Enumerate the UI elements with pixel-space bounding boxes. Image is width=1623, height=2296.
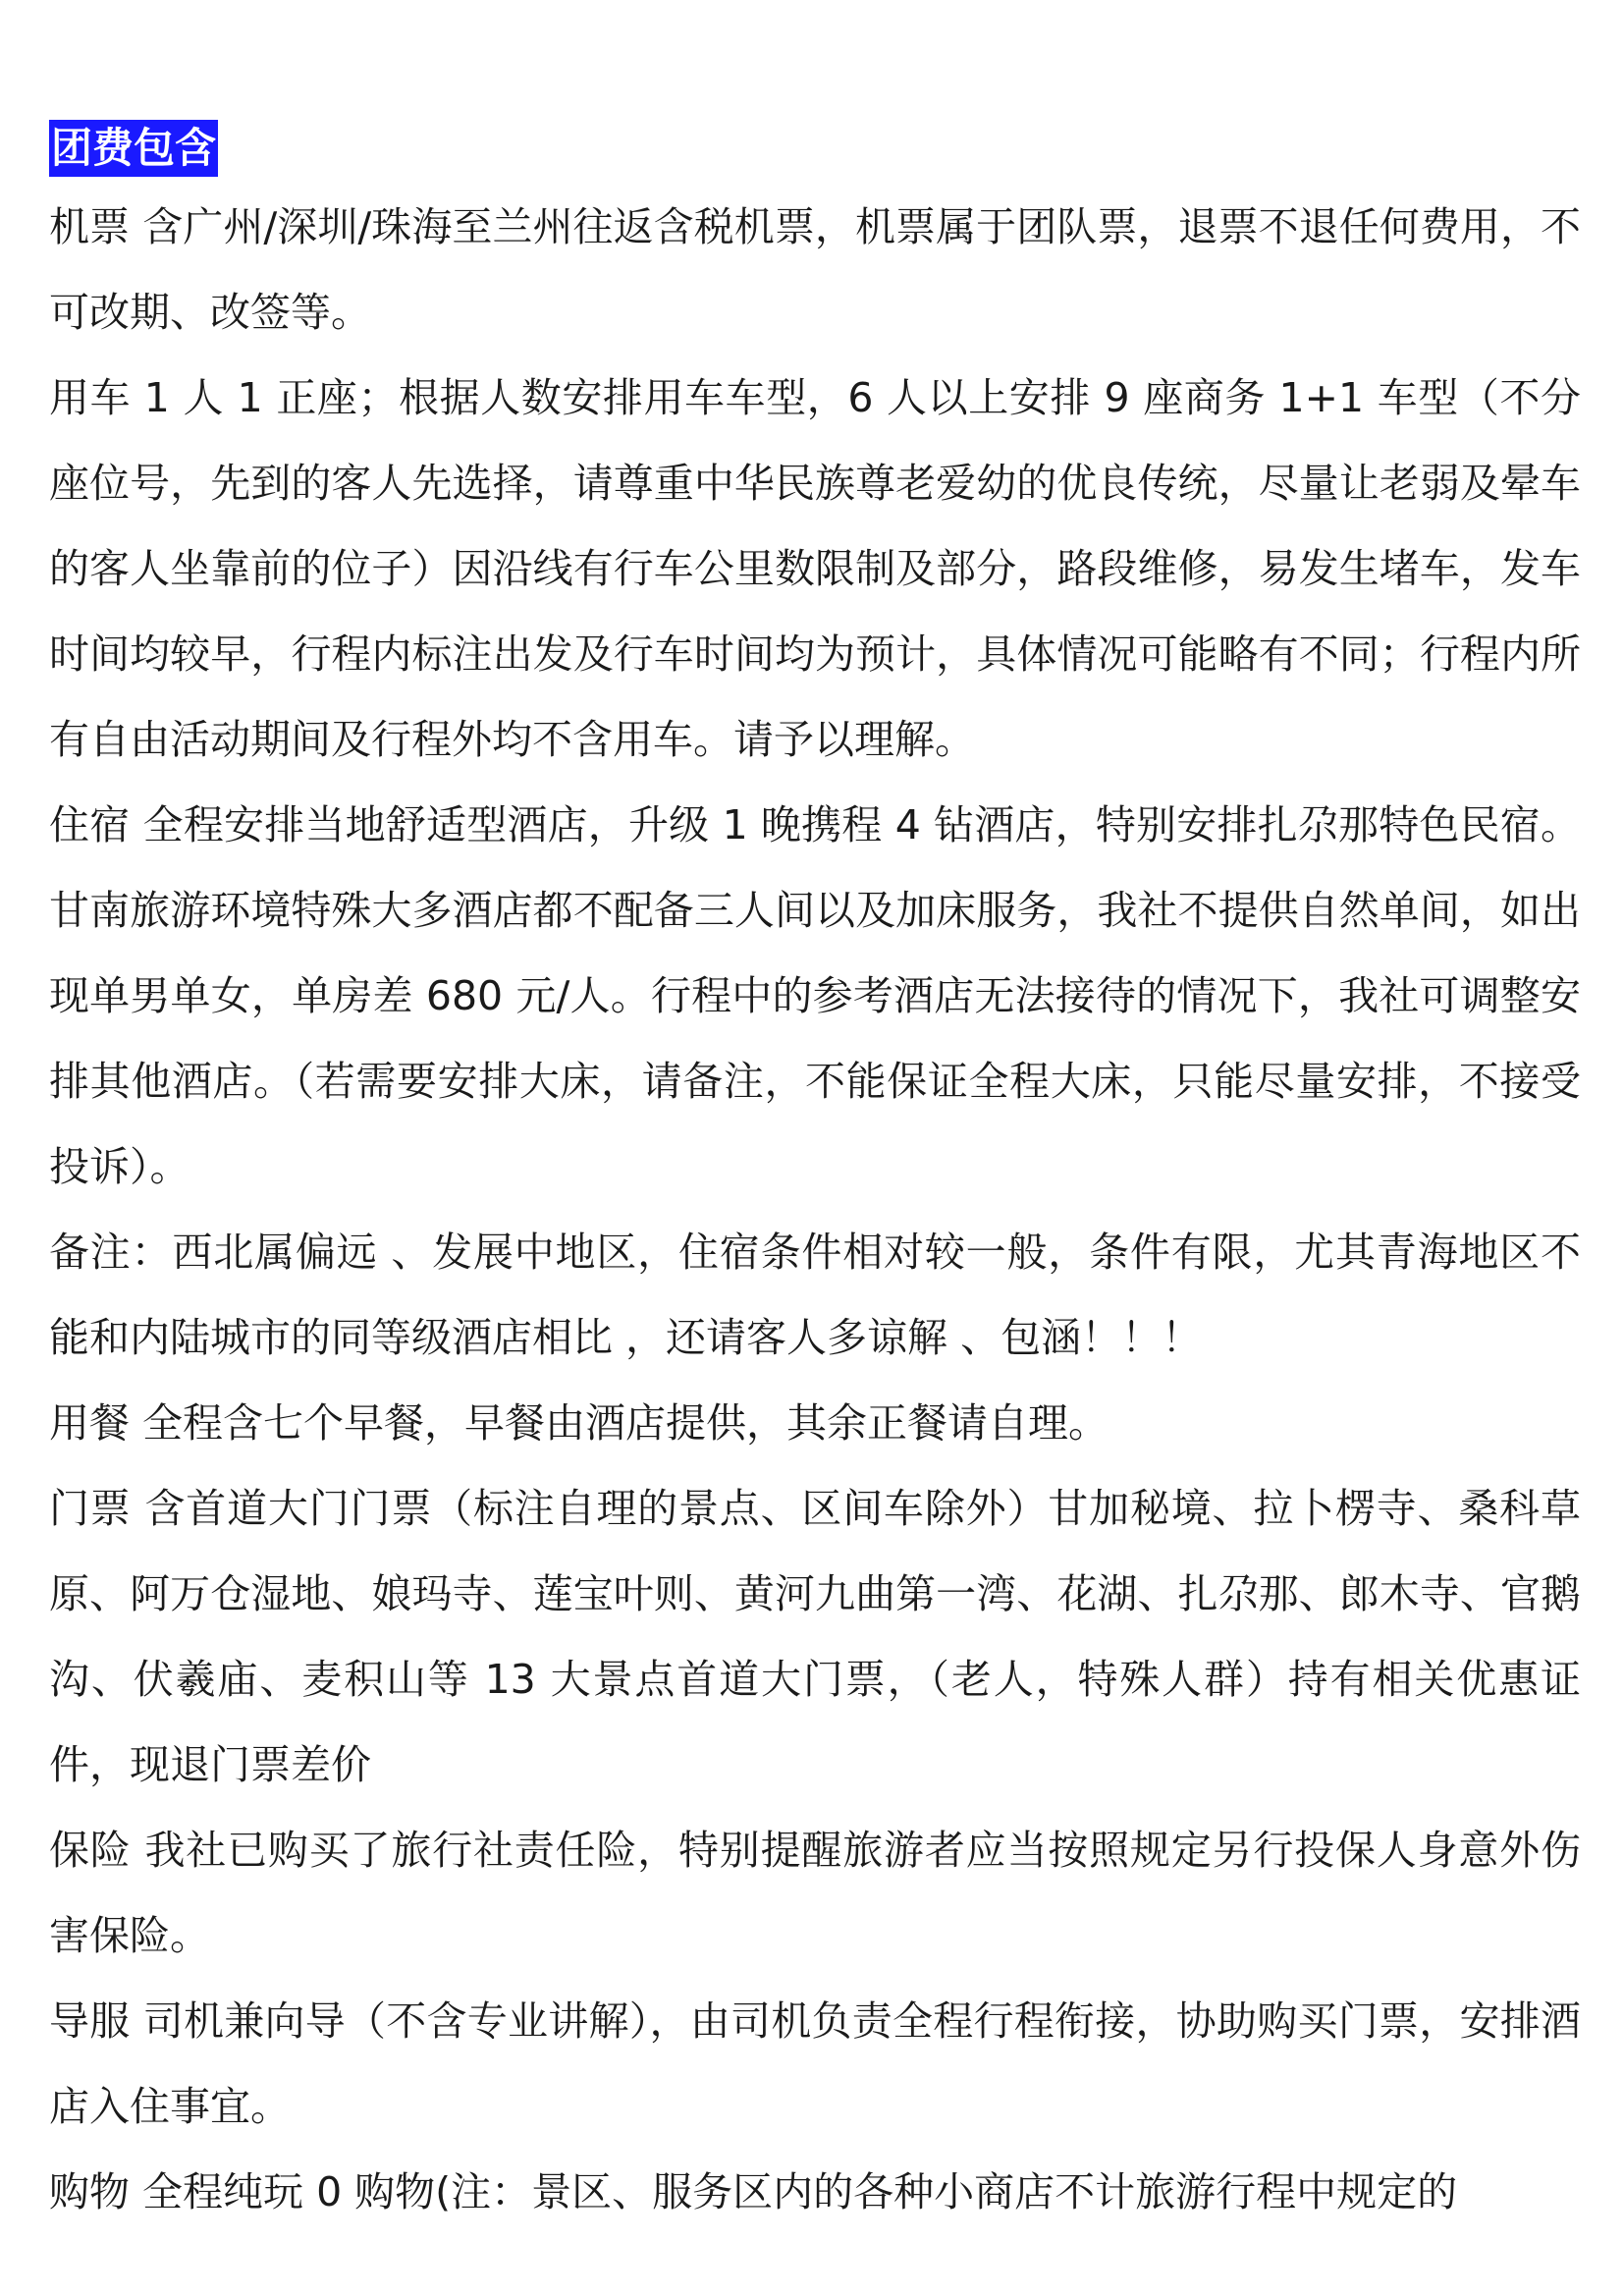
paragraph-accommodation: 住宿 全程安排当地舒适型酒店，升级 1 晚携程 4 钻酒店，特别安排扎尕那特色民宿。甘南旅游环境特殊大多酒店都不配备三人间以及加床服务，我社不提供自然单间，如出现单男单女，单房差 680 元/人。行程中的参考酒店无法接待的情况下，我社可调整安排其他酒店。（若需要安排大床，请备注，不能保证全程大床，只能尽量安排，不接受投诉）。	[49, 801, 1581, 1190]
paragraph-shopping: 购物 全程纯玩 0 购物(注：景区、服务区内的各种小商店不计旅游行程中规定的	[49, 2168, 1458, 2215]
document-page	[49, 120, 1581, 2235]
paragraph-tickets: 门票 含首道大门门票（标注自理的景点、区间车除外）甘加秘境、拉卜楞寺、桑科草原、阿万仓湿地、娘玛寺、莲宝叶则、黄河九曲第一湾、花湖、扎尕那、郎木寺、官鹅沟、伏羲庙、麦积山等 13 大景点首道大门票，（老人，特殊人群）持有相关优惠证件，现退门票差价	[49, 1485, 1581, 1788]
paragraph-meals: 用餐 全程含七个早餐，早餐由酒店提供，其余正餐请自理。	[49, 1399, 1109, 1447]
paragraph-guide: 导服 司机兼向导（不含专业讲解），由司机负责全程行程衔接，协助购买门票，安排酒店入住事宜。	[49, 1997, 1581, 2130]
paragraph-transport: 用车 1 人 1 正座；根据人数安排用车车型，6 人以上安排 9 座商务 1+1 车型（不分座位号，先到的客人先选择，请尊重中华民族尊老爱幼的优良传统，尽量让老弱及晕车的客人坐靠前的位子）因沿线有行车公里数限制及部分，路段维修，易发生堵车，发车时间均较早，行程内标注出发及行车时间均为预计，具体情况可能略有不同；行程内所有自由活动期间及行程外均不含用车。请予以理解。	[49, 374, 1581, 763]
paragraph-remarks: 备注：西北属偏远 、发展中地区，住宿条件相对较一般，条件有限，尤其青海地区不能和内陆城市的同等级酒店相比 ，还请客人多谅解 、包涵！！！	[49, 1229, 1581, 1361]
paragraph-airfare: 机票 含广州/深圳/珠海至兰州往返含税机票，机票属于团队票，退票不退任何费用，不可改期、改签等。	[49, 203, 1581, 336]
section-heading: 团费包含	[49, 120, 218, 177]
paragraph-insurance: 保险 我社已购买了旅行社责任险，特别提醒旅游者应当按照规定另行投保人身意外伤害保险。	[49, 1827, 1581, 1959]
